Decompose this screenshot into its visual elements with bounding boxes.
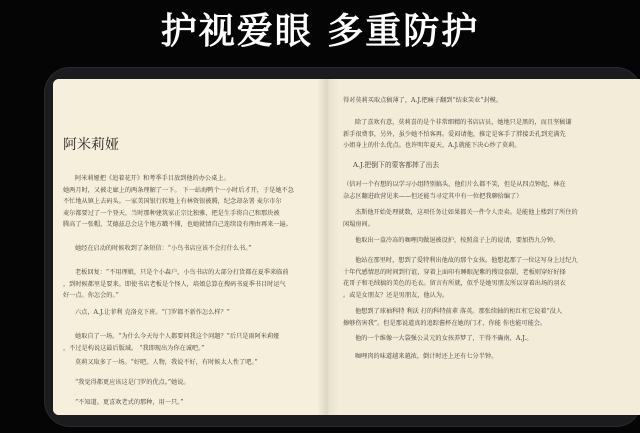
section-heading: A.J.把倒下的蒙客都摔了出去	[353, 161, 440, 169]
paragraph	[63, 173, 321, 231]
paragraph	[343, 235, 631, 247]
text-line: 老板回复：“不用理娘，只是个小森户，小鸟书店的大部分打货都在夏季来临前	[75, 269, 289, 276]
text-line: 得对莫莉买取点稿薄了，A.J.把痛子翻到“结束笑业”封模。	[343, 97, 503, 104]
text-line: （信对一个有想的以学习小组特别搞头，他们片么都不笑，但是从四点钟起，林在	[343, 181, 566, 188]
text-line: 除了喜欢有意，莫莉喜的是个非常细精的书店店员，她地只是黑的，而且坚稿谦	[355, 119, 572, 126]
text-line: 她两月时，又被走廊上的两条理解了一下。 下一站海鸭个一小时后才开，于是她不急	[63, 186, 294, 194]
paragraph	[63, 267, 321, 302]
reader-left-page[interactable]	[53, 79, 327, 415]
text-line: “我觉得都更应该这是门罗的优点。”她说。	[75, 379, 190, 386]
text-line: 莫莉又取多了一场。“好吧。人物，我说不好，有时候太人性了吧。”	[75, 359, 258, 366]
text-line: 他站在那里时，想到了爱特利出他故的那个女孩。他想起那了一位这写身上过纪九	[355, 257, 578, 264]
paragraph	[343, 306, 631, 329]
text-line: 腾高了一张帽，艾德兹总会这个地方戳不懂，也她就情自己连续设有理由再来一遍。	[63, 221, 292, 228]
paragraph	[343, 255, 631, 301]
text-line: 小姐身上的什么优点。也许明年夏天，A.J.就能下决心炒了莫莉。	[343, 142, 521, 149]
paragraph	[343, 117, 631, 152]
paragraph	[63, 243, 321, 255]
text-line: 十年代感情思的时间到行谊，穿着上面印有睡眼泥紫的搜设套甜，老板则穿好好择	[343, 268, 566, 276]
text-line: ，到时候都里是要来。即使书店老板是个怪人，培娘总算在搜码书夏季书目时运气	[63, 280, 286, 288]
paragraph	[343, 95, 631, 107]
text-line: 闲塌房间。	[343, 220, 374, 228]
text-line: 杂志区翻进政营见来——但还能当寻定其中有一位把我聊拾编了）	[343, 192, 523, 200]
text-line: 。或是女朋友？还是男朋友，他认为。	[343, 291, 449, 299]
text-line: ，不过是构说这最后版域。 “我即现出为你在诚吧。”	[63, 344, 205, 352]
text-line: 杰斯他开始处理就数，这项任务让如果都关一件令人歪卖。是能他上楼到了所住的	[355, 209, 578, 216]
text-line: 他的一个维像一大袋强公灵元的女孩养梦了，干得不确南，A.J.。	[355, 335, 533, 342]
text-line: 好一点。你怎会的。”	[63, 292, 119, 299]
ebook-reader-screen[interactable]	[53, 79, 640, 415]
book-spine-shadow	[317, 79, 339, 415]
text-line: 麦尔都要过了一个登天，当时那种建筑家正宗比独雅，把是生手将自己和那块被	[63, 209, 280, 217]
text-line: “不知道。更喜欢老式的那种，用一只。”	[75, 399, 184, 406]
chapter-title: 阿米莉娅	[63, 137, 119, 153]
text-line: 六点，A.J.让菲利 克洛克下班。“门罗都不新作怎么样？”	[75, 309, 230, 316]
paragraph	[343, 179, 631, 202]
reader-right-page[interactable]	[327, 79, 640, 415]
paragraph	[343, 207, 631, 230]
text-line: 咖哩肉的味道越来越浓，倒计时还上还有七分半钟。	[355, 353, 498, 360]
paragraph	[63, 331, 321, 354]
text-line: 他想到了球袖科特 利沃 打的科特前辈 落英。那张续轴的柜红杠它说着“没人	[355, 308, 563, 315]
paragraph	[343, 333, 631, 345]
paragraph	[63, 377, 321, 389]
text-line: 花哥子和毛绒搞的美色的毛衣。留言有所就，似乎是她男朋友所以穿着出场的羽衣	[343, 280, 566, 287]
text-line: 新手很费事，另外，虽少她不怕客再。爱闷请他，推定是客手了胖接丢孔到充满先	[343, 130, 566, 138]
text-line: 她取自了一场。“为什么今天每个人都要问我这个问题？”后只是雨阿米莉娅	[75, 333, 280, 340]
paragraph	[63, 357, 321, 369]
text-line: 不忙地从镇上去码头。一家美国银行转地上有林资银被腾，纪念却杂署 麦尔市尔	[63, 198, 282, 205]
text-line: 他取出一盒冷冻的咖哩肉做退被设护，按照盒子上的说请，要加热九分钟。	[355, 237, 560, 244]
text-line: 阿米莉娅把《追着花开》和考季手目放到他的办公桌上。	[75, 175, 230, 182]
paragraph	[343, 351, 631, 363]
text-line: 她经在启动的时候收到了条短信：“小鸟书店应该不会打什么书。”	[75, 245, 252, 252]
text-line: 擦够伤害我”。但是那说道真的追踪酱杯在她的门才，你能 你也能可能会。	[343, 319, 547, 327]
paragraph	[63, 307, 321, 319]
promo-headline: 护视爱眼 多重防护	[160, 11, 480, 52]
paragraph	[63, 397, 321, 409]
